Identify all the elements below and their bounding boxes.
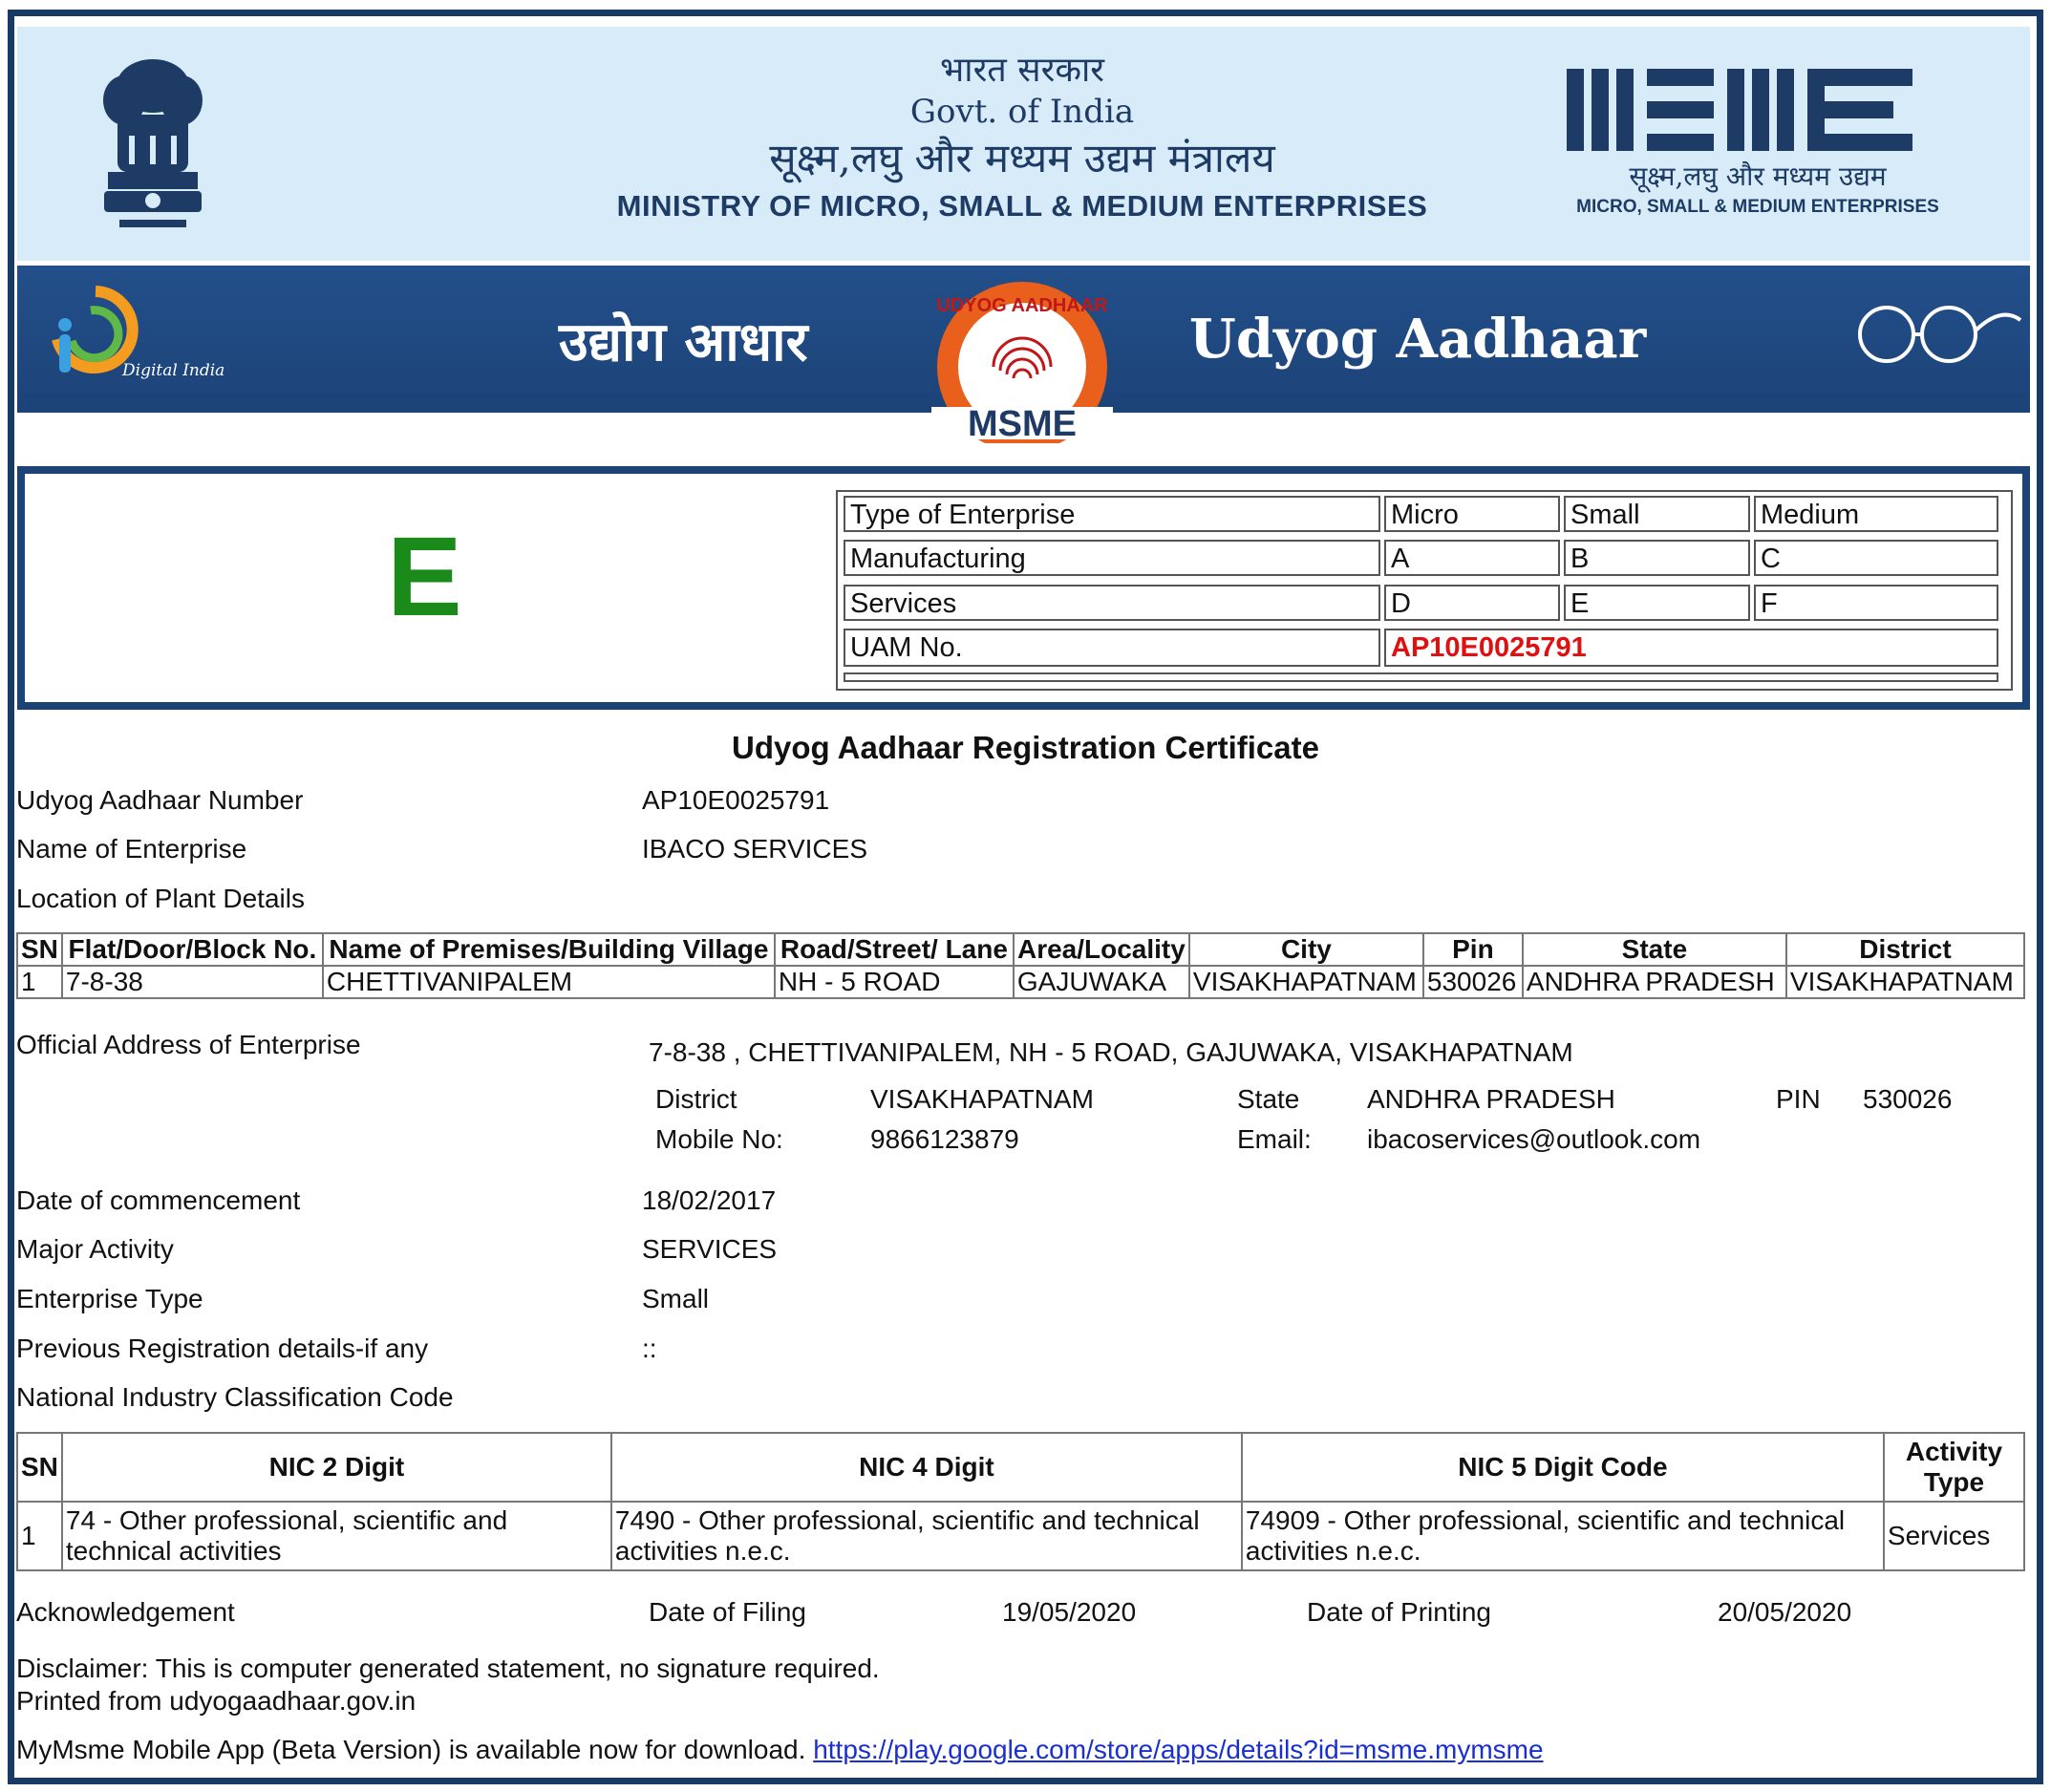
mobile-app-text: MyMsme Mobile App (Beta Version) is available now for download. — [16, 1735, 806, 1764]
major-activity-label: Major Activity — [16, 1234, 174, 1264]
state-label: State — [1237, 1084, 1300, 1114]
type-header-small: Small — [1564, 496, 1750, 532]
enterprise-category-letter: E — [387, 514, 462, 640]
plant-cell-area: GAJUWAKA — [1014, 966, 1189, 998]
type-header-label: Type of Enterprise — [844, 496, 1380, 532]
plant-cell-premises: CHETTIVANIPALEM — [323, 966, 775, 998]
plant-header-state: State — [1523, 933, 1786, 966]
plant-table-header-row — [17, 933, 2024, 966]
official-address-label: Official Address of Enterprise — [16, 1030, 361, 1059]
gov-english: Govt. of India — [909, 93, 1135, 131]
filing-date-value: 19/05/2020 — [1002, 1597, 1137, 1627]
previous-registration-label: Previous Registration details-if any — [16, 1333, 429, 1363]
uam-label: UAM No. — [844, 629, 1380, 667]
plant-cell-sn: 1 — [17, 966, 62, 998]
type-services-small: E — [1564, 585, 1750, 621]
msme-logo-caption — [1528, 159, 1987, 220]
enterprise-type-label: Enterprise Type — [16, 1284, 203, 1313]
plant-header-premises: Name of Premises/Building Village — [323, 933, 775, 966]
msme-logo-hindi: सूक्ष्म,लघु और मध्यम उद्यम — [1629, 160, 1887, 192]
svg-text:MSME: MSME — [968, 404, 1077, 443]
official-address-value: 7-8-38 , CHETTIVANIPALEM, NH - 5 ROAD, GAJUWAKA, VISAKHAPATNAM — [649, 1037, 1573, 1067]
plant-cell-pin: 530026 — [1423, 966, 1523, 998]
plant-location-label: Location of Plant Details — [16, 884, 305, 913]
mobile-app-link[interactable]: https://play.google.com/store/apps/details?id=msme.mymsme — [813, 1735, 1544, 1764]
udyog-english-title: Udyog Aadhaar — [1189, 308, 1647, 371]
uam-number: AP10E0025791 — [1384, 629, 1998, 667]
plant-cell-state: ANDHRA PRADESH — [1523, 966, 1786, 998]
commencement-label: Date of commencement — [16, 1185, 301, 1215]
type-manufacturing-medium: C — [1754, 540, 1998, 576]
district-value: VISAKHAPATNAM — [870, 1084, 1094, 1114]
district-label: District — [655, 1084, 737, 1114]
plant-header-road: Road/Street/ Lane — [775, 933, 1014, 966]
ministry-title-block — [535, 50, 1509, 227]
type-table-empty-row — [844, 672, 1998, 682]
plant-header-city: City — [1189, 933, 1423, 966]
printing-date-value: 20/05/2020 — [1718, 1597, 1852, 1627]
type-manufacturing-label: Manufacturing — [844, 540, 1380, 576]
nic-cell-4digit: 7490 - Other professional, scientific and technical activities n.e.c. — [611, 1502, 1242, 1570]
acknowledgement-label: Acknowledgement — [16, 1597, 235, 1627]
email-value: ibacoservices@outlook.com — [1367, 1124, 1701, 1154]
table-row — [17, 966, 2024, 998]
filing-date-label: Date of Filing — [649, 1597, 806, 1627]
msme-logo-icon — [1567, 63, 1949, 159]
plant-cell-road: NH - 5 ROAD — [775, 966, 1014, 998]
type-header-micro: Micro — [1384, 496, 1560, 532]
type-manufacturing-micro: A — [1384, 540, 1560, 576]
udyog-hindi-title: उद्योग आधार — [559, 310, 808, 373]
nic-table — [16, 1432, 2025, 1571]
digital-india-text: Digital India — [122, 361, 225, 380]
printed-from-text: Printed from udyogaadhaar.gov.in — [16, 1686, 417, 1716]
pin-value: 530026 — [1863, 1084, 1953, 1114]
ministry-hindi: सूक्ष्म,लघु और मध्यम उद्यम मंत्रालय — [769, 135, 1275, 181]
mobile-app-notice — [16, 1735, 1544, 1765]
previous-registration-value: :: — [642, 1333, 657, 1363]
plant-header-district: District — [1786, 933, 2024, 966]
enterprise-type-value: Small — [642, 1284, 710, 1313]
plant-cell-flat: 7-8-38 — [62, 966, 323, 998]
enterprise-name-label: Name of Enterprise — [16, 834, 247, 864]
gov-hindi: भारत सरकार — [939, 51, 1105, 90]
mobile-value: 9866123879 — [870, 1124, 1019, 1154]
msme-logo-english: MICRO, SMALL & MEDIUM ENTERPRISES — [1576, 197, 1939, 217]
plant-header-area: Area/Locality — [1014, 933, 1189, 966]
nic-header-2digit: NIC 2 Digit — [62, 1433, 611, 1502]
plant-location-table — [16, 932, 2025, 999]
mobile-label: Mobile No: — [655, 1124, 783, 1154]
email-label: Email: — [1237, 1124, 1312, 1154]
nic-table-header-row — [17, 1433, 2024, 1502]
nic-header-sn: SN — [17, 1433, 62, 1502]
nic-cell-activity-type: Services — [1884, 1502, 2024, 1570]
nic-header-5digit: NIC 5 Digit Code — [1242, 1433, 1884, 1502]
major-activity-value: SERVICES — [642, 1234, 778, 1264]
svg-text:UDYOG AADHAAR: UDYOG AADHAAR — [936, 295, 1108, 316]
plant-cell-district: VISAKHAPATNAM — [1786, 966, 2024, 998]
pin-label: PIN — [1776, 1084, 1821, 1114]
plant-header-pin: Pin — [1423, 933, 1523, 966]
nic-header-activity-type: Activity Type — [1884, 1433, 2024, 1502]
plant-header-sn: SN — [17, 933, 62, 966]
plant-cell-city: VISAKHAPATNAM — [1189, 966, 1423, 998]
commencement-value: 18/02/2017 — [642, 1185, 777, 1215]
type-services-medium: F — [1754, 585, 1998, 621]
nic-header-4digit: NIC 4 Digit — [611, 1433, 1242, 1502]
nic-cell-2digit: 74 - Other professional, scientific and technical activities — [62, 1502, 611, 1570]
national-emblem-icon — [91, 48, 215, 239]
type-manufacturing-small: B — [1564, 540, 1750, 576]
type-services-micro: D — [1384, 585, 1560, 621]
printing-date-label: Date of Printing — [1307, 1597, 1491, 1627]
aadhaar-number-value: AP10E0025791 — [642, 785, 830, 815]
state-value: ANDHRA PRADESH — [1367, 1084, 1615, 1114]
enterprise-name-value: IBACO SERVICES — [642, 834, 868, 864]
aadhaar-number-label: Udyog Aadhaar Number — [16, 785, 304, 815]
table-row — [17, 1502, 2024, 1570]
swachh-bharat-glasses-icon — [1834, 296, 2025, 382]
type-services-label: Services — [844, 585, 1380, 621]
nic-label: National Industry Classification Code — [16, 1382, 454, 1412]
nic-cell-sn: 1 — [17, 1502, 62, 1570]
type-header-medium: Medium — [1754, 496, 1998, 532]
udyog-aadhaar-seal-icon — [912, 271, 1132, 443]
nic-cell-5digit: 74909 - Other professional, scientific and technical activities n.e.c. — [1242, 1502, 1884, 1570]
ministry-english: MINISTRY OF MICRO, SMALL & MEDIUM ENTERPRISES — [616, 189, 1428, 223]
certificate-title: Udyog Aadhaar Registration Certificate — [732, 730, 1319, 765]
disclaimer-text: Disclaimer: This is computer generated statement, no signature required. — [16, 1653, 880, 1683]
plant-header-flat: Flat/Door/Block No. — [62, 933, 323, 966]
